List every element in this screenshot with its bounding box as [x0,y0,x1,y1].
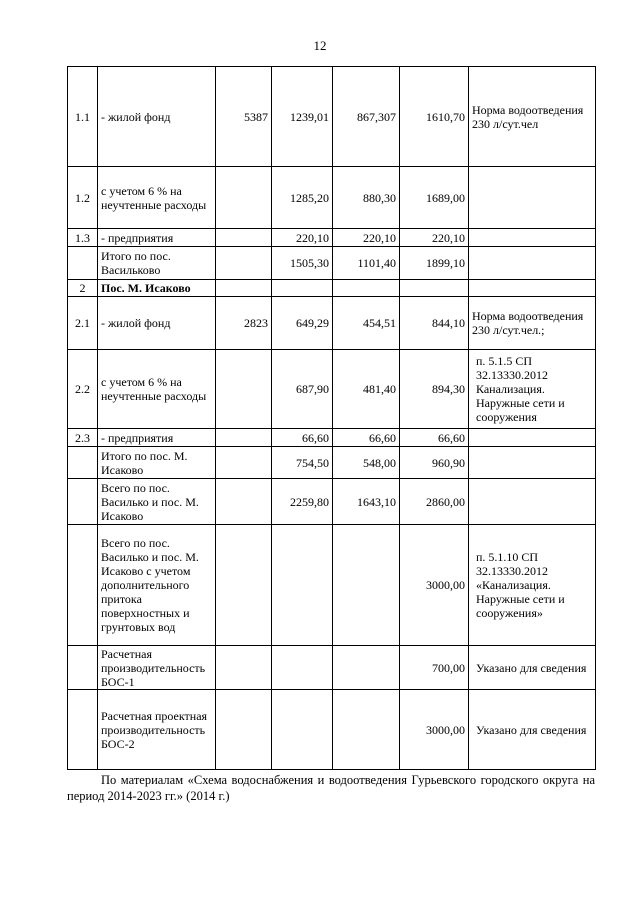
row-number [68,479,98,525]
row-value-2: 548,00 [333,447,400,479]
row-value-3: 220,10 [400,229,469,247]
row-population [216,167,272,229]
row-value-3: 3000,00 [400,690,469,770]
row-value-1: 1239,01 [272,67,333,167]
row-value-2 [333,280,400,297]
row-value-1: 1505,30 [272,247,333,280]
row-population [216,247,272,280]
row-number: 2.2 [68,350,98,429]
row-note [469,229,596,247]
row-number: 2 [68,280,98,297]
row-note [469,447,596,479]
row-note [469,646,596,690]
row-value-1 [272,646,333,690]
row-value-2: 1101,40 [333,247,400,280]
row-name: Всего по пос. Василько и пос. М. Исаково с учетом дополнительного притока поверхностных и грунтовых вод [98,525,216,646]
row-number: 2.3 [68,429,98,447]
section-title: Пос. М. Исаково [98,280,216,297]
row-note-text: Указано для сведения [476,722,587,737]
row-name: - предприятия [98,429,216,447]
row-number: 1.2 [68,167,98,229]
row-value-3: 1899,10 [400,247,469,280]
row-value-2: 66,60 [333,429,400,447]
row-value-2: 867,307 [333,67,400,167]
row-number [68,690,98,770]
row-value-3: 3000,00 [400,525,469,646]
row-value-1: 2259,80 [272,479,333,525]
table-row [68,690,596,770]
row-note: Норма водоотведения 230 л/сут.чел [469,67,596,167]
row-population [216,525,272,646]
row-value-2: 481,40 [333,350,400,429]
row-population: 2823 [216,297,272,350]
row-value-1: 220,10 [272,229,333,247]
table-row [68,229,596,247]
row-name: Итого по пос. М. Исаково [98,447,216,479]
row-value-3: 700,00 [400,646,469,690]
table-row [68,525,596,646]
row-name: - жилой фонд [98,67,216,167]
row-note [469,525,596,646]
table-row [68,350,596,429]
row-value-1: 1285,20 [272,167,333,229]
row-value-3: 844,10 [400,297,469,350]
row-note [469,280,596,297]
table-row [68,479,596,525]
page-number: 12 [313,38,327,53]
table-row [68,247,596,280]
row-number [68,247,98,280]
row-name: - предприятия [98,229,216,247]
row-name: Всего по пос. Василько и пос. М. Исаково [98,479,216,525]
row-note [469,247,596,280]
table-row [68,429,596,447]
row-population [216,479,272,525]
row-value-3: 894,30 [400,350,469,429]
table-row [68,280,596,297]
table-row [68,646,596,690]
row-population [216,350,272,429]
row-name: с учетом 6 % на неучтенные расходы [98,167,216,229]
row-value-2: 880,30 [333,167,400,229]
row-number: 2.1 [68,297,98,350]
row-note-text: п. 5.1.10 СП 32.13330.2012 «Канализация. Наружные сети и сооружения» [476,550,565,620]
row-value-1 [272,690,333,770]
source-note: По материалам «Схема водоснабжения и водоотведения Гурьевского городского округа на период 2014-2023 гг.» (2014 г.) [67,773,595,803]
row-population [216,429,272,447]
row-value-3: 2860,00 [400,479,469,525]
row-value-3: 1689,00 [400,167,469,229]
row-value-1 [272,525,333,646]
table-row [68,297,596,350]
row-value-3: 960,90 [400,447,469,479]
row-name: Расчетная производительность БОС-1 [98,646,216,690]
row-population [216,646,272,690]
row-note [469,690,596,770]
row-value-2 [333,646,400,690]
row-value-2: 454,51 [333,297,400,350]
row-note [469,479,596,525]
row-population [216,690,272,770]
row-value-3: 66,60 [400,429,469,447]
row-number [68,646,98,690]
row-number: 1.1 [68,67,98,167]
row-note [469,350,596,429]
row-number: 1.3 [68,229,98,247]
row-name: Расчетная проектная производительность БОС-2 [98,690,216,770]
row-population: 5387 [216,67,272,167]
row-note [469,429,596,447]
row-note [469,167,596,229]
row-population [216,280,272,297]
row-name: Итого по пос. Васильково [98,247,216,280]
row-value-1 [272,280,333,297]
row-population [216,229,272,247]
row-note: Норма водоотведения 230 л/сут.чел.; [469,297,596,350]
row-value-2: 1643,10 [333,479,400,525]
row-number [68,525,98,646]
row-value-1: 649,29 [272,297,333,350]
row-population [216,447,272,479]
row-value-3: 1610,70 [400,67,469,167]
row-number [68,447,98,479]
table-row [68,67,596,167]
row-value-1: 754,50 [272,447,333,479]
row-value-2 [333,690,400,770]
row-value-2: 220,10 [333,229,400,247]
row-value-1: 66,60 [272,429,333,447]
row-name: с учетом 6 % на неучтенные расходы [98,350,216,429]
row-value-3 [400,280,469,297]
row-name: - жилой фонд [98,297,216,350]
wastewater-table [67,66,596,770]
row-value-2 [333,525,400,646]
row-value-1: 687,90 [272,350,333,429]
table-row [68,167,596,229]
row-note-text: Указано для сведения [476,660,587,675]
table-row [68,447,596,479]
row-note-text: п. 5.1.5 СП 32.13330.2012 Канализация. Наружные сети и сооружения [476,354,565,424]
